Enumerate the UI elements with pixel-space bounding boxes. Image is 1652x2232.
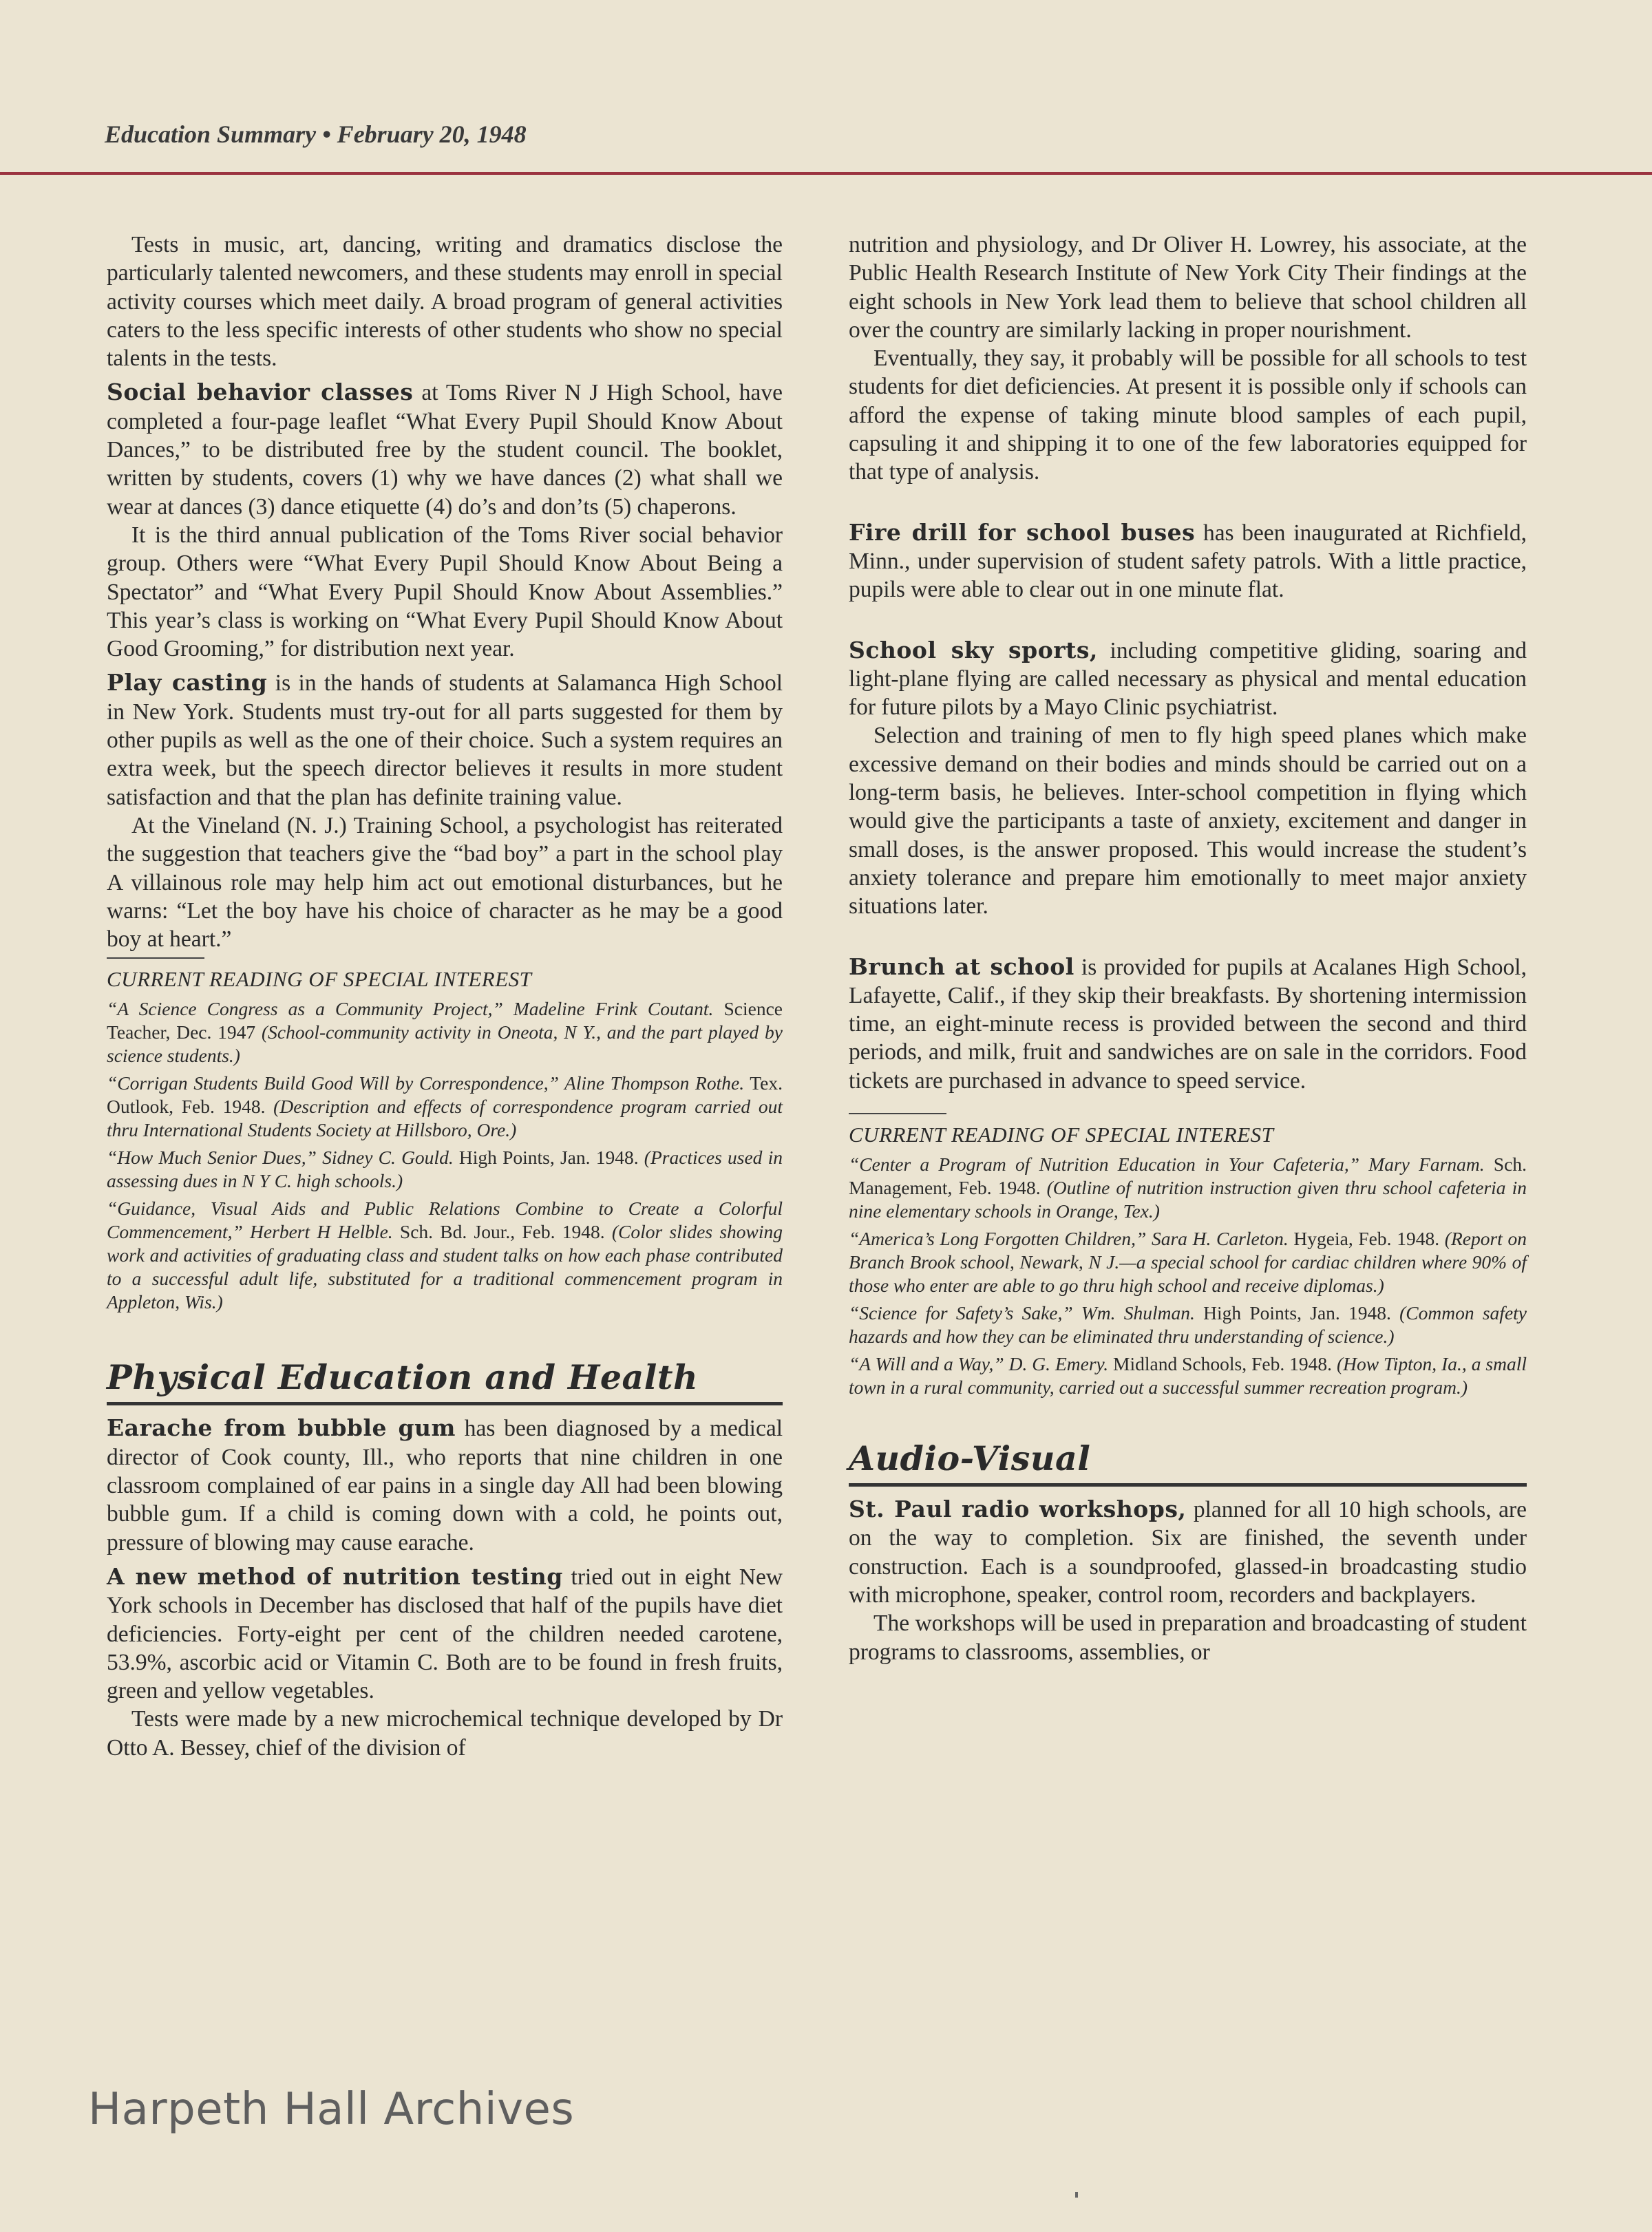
running-head: Education Summary • February 20, 1948: [105, 120, 527, 148]
current-reading-heading: CURRENT READING OF SPECIAL INTEREST: [107, 967, 532, 992]
article-sky-sports: [849, 636, 1527, 722]
section-rule: [849, 1483, 1527, 1487]
left-column: [107, 231, 783, 1762]
article-text: planned for all 10 high schools, are on the way to completion. Six are finished, the seventh under construction. Each is a soundproofed, glassed-in broadcasting studio with microphone, speaker, control room, recorders and backplayers.: [849, 1497, 1527, 1608]
right-column: [849, 231, 1527, 1666]
headline-keyword: Social behavior classes: [107, 379, 414, 406]
section-title: Audio-Visual: [849, 1438, 1091, 1479]
article-fire-drill: [849, 518, 1527, 604]
paragraph-sky-2: Selection and training of men to fly high speed planes which make excessive demand on their bodies and minds should be carried out on a long-term basis, he believes. Inter-school competition in flying which would give the participants a taste of anxiety, excitement and danger in small doses, is the answer proposed. This would increase the student’s anxiety tolerance and prepare him emotionally to meet major anxiety situations later.: [849, 723, 1527, 920]
paragraph-radio-2: The workshops will be used in preparation and broadcasting of student programs to classrooms, assemblies, or: [849, 1611, 1527, 1665]
article-brunch: [849, 953, 1527, 1095]
headline-keyword: A new method of nutrition testing: [107, 1562, 563, 1590]
headline-keyword: St. Paul radio workshops,: [849, 1496, 1187, 1523]
article-social-behavior: [107, 378, 783, 520]
divider: [107, 957, 204, 959]
article-text: has been inaugurated at Richfield, Minn., under supervision of student safety patrols. With a little practice, pupils were able to clear out in one minute flat.: [849, 520, 1527, 603]
header-rule: [0, 172, 1652, 175]
citation: “Guidance, Visual Aids and Public Relations Combine to Create a Colorful Commencement,” Herbert H Helble. Sch. Bd. Jour., Feb. 1948. (Color slides showing work and activities of graduating class and student talks on how each phase contributed to a successful adult life, substituted for a traditional commencement program in Appleton, Wis.): [107, 1198, 783, 1313]
divider: [849, 1113, 946, 1114]
paragraph-nutrition-2: Tests were made by a new microchemical technique developed by Dr Otto A. Bessey, chief of the division of: [107, 1706, 783, 1761]
page-mark: [1075, 2192, 1078, 2198]
headline-keyword: Play casting: [107, 669, 268, 697]
current-reading-heading: CURRENT READING OF SPECIAL INTEREST: [849, 1123, 1274, 1147]
article-text: at Toms River N J High School, have completed a four-page leaflet “What Every Pupil Should Know About Dances,” to be distributed free by the student council. The booklet, written by students, covers (1) why we have dances (2) what shall we wear at dances (3) dance etiquette (4) do’s and don’ts (5) chaperons.: [107, 380, 783, 520]
headline-keyword: Fire drill for school buses: [849, 518, 1196, 546]
headline-keyword: School sky sports,: [849, 636, 1098, 663]
paragraph-social-2: It is the third annual publication of the Toms River social behavior group. Others were “What Every Pupil Should Know About Being a Spectator” and “What Every Pupil Should Know About Assemblies.” This year’s class is working on “What Every Pupil Should Know About Good Grooming,” for distribution next year.: [107, 522, 783, 662]
article-text: is provided for pupils at Acalanes High School, Lafayette, Calif., if they skip their breakfasts. By shortening intermission time, an eight-minute recess is provided between the second and third periods, and milk, fruit and sandwiches are on sale in the corridors. Food tickets are purchased in advance to speed service.: [849, 954, 1527, 1094]
article-text: tried out in eight New York schools in December has disclosed that half of the pupils have diet deficiencies. Forty-eight per cent of the children needed carotene, 53.9%, ascorbic acid or Vitamin C. Both are to be found in fresh fruits, green and yellow vegetables.: [107, 1564, 783, 1704]
paragraph-play-2: At the Vineland (N. J.) Training School, a psychologist has reiterated the suggestion that teachers give the “bad boy” a part in the school play A villainous role may help him act out emotional disturbances, but he warns: “Let the boy have his choice of character as he may be a good boy at heart.”: [107, 812, 783, 953]
citation: “America’s Long Forgotten Children,” Sara H. Carleton. Hygeia, Feb. 1948. (Report on Branch Brook school, Newark, N J.—a special school for cardiac children where 90% of those who enter are able to go thru high school and receive diplomas.): [849, 1228, 1527, 1297]
citation: “Science for Safety’s Sake,” Wm. Shulman. High Points, Jan. 1948. (Common safety hazards and how they can be eliminated thru understanding of science.): [849, 1302, 1527, 1348]
article-text: including competitive gliding, soaring and light-plane flying are called necessary as physical and mental education for future pilots by a Mayo Clinic psychiatrist.: [849, 637, 1527, 721]
article-nutrition-testing: [107, 1562, 783, 1705]
article-earache: [107, 1414, 783, 1556]
article-play-casting: [107, 668, 783, 811]
archive-watermark: Harpeth Hall Archives: [88, 2084, 575, 2135]
headline-keyword: Earache from bubble gum: [107, 1414, 456, 1442]
article-text: is in the hands of students at Salamanca High School in New York. Students must try-out for all parts suggested for them by other pupils as well as the one of their choice. Such a system requires an extra week, but the speech director believes it results in more student satisfaction and that the plan has definite training value.: [107, 670, 783, 810]
citation: “A Science Congress as a Community Project,” Madeline Frink Coutant. Science Teacher, Dec. 1947 (School-community activity in Oneota, N Y., and the part played by science students.): [107, 998, 783, 1067]
article-text: has been diagnosed by a medical director of Cook county, Ill., who reports that nine children in one classroom complained of ear pains in a single day All had been blowing bubble gum. If a child is coming down with a cold, he points out, pressure of blowing may cause earache.: [107, 1416, 783, 1555]
paragraph-eventually: Eventually, they say, it probably will be possible for all schools to test students for diet deficiencies. At present it is possible only if schools can afford the expense of taking minute blood samples of each pupil, capsuling it and shipping it to one of the few laboratories equipped for that type of analysis.: [849, 346, 1527, 485]
section-title: Physical Education and Health: [107, 1357, 699, 1398]
headline-keyword: Brunch at school: [849, 953, 1074, 980]
citation: “Corrigan Students Build Good Will by Correspondence,” Aline Thompson Rothe. Tex. Outlook, Feb. 1948. (Description and effects of correspondence program carried out thru International Students Society at Hillsboro, Ore.): [107, 1072, 783, 1141]
section-rule: [107, 1402, 783, 1405]
citation: “How Much Senior Dues,” Sidney C. Gould. High Points, Jan. 1948. (Practices used in assessing dues in N Y C. high schools.): [107, 1147, 783, 1192]
paragraph-tests: Tests in music, art, dancing, writing and dramatics disclose the particularly talented newcomers, and these students may enroll in special activity courses which meet daily. A broad program of general activities caters to the less specific interests of other students who show no special talents in the tests.: [107, 232, 783, 372]
citation: “A Will and a Way,” D. G. Emery. Midland Schools, Feb. 1948. (How Tipton, Ia., a small town in a rural community, carried out a successful summer recreation program.): [849, 1353, 1527, 1399]
paragraph-continued: nutrition and physiology, and Dr Oliver H. Lowrey, his associate, at the Public Health Research Institute of New York City Their findings at the eight schools in New York lead them to believe that school children all over the country are similarly lacking in proper nourishment.: [849, 232, 1527, 343]
citation: “Center a Program of Nutrition Education in Your Cafeteria,” Mary Farnam. Sch. Management, Feb. 1948. (Outline of nutrition instruction given thru school cafeteria in nine elementary schools in Orange, Tex.): [849, 1154, 1527, 1222]
article-radio-workshops: [849, 1495, 1527, 1609]
